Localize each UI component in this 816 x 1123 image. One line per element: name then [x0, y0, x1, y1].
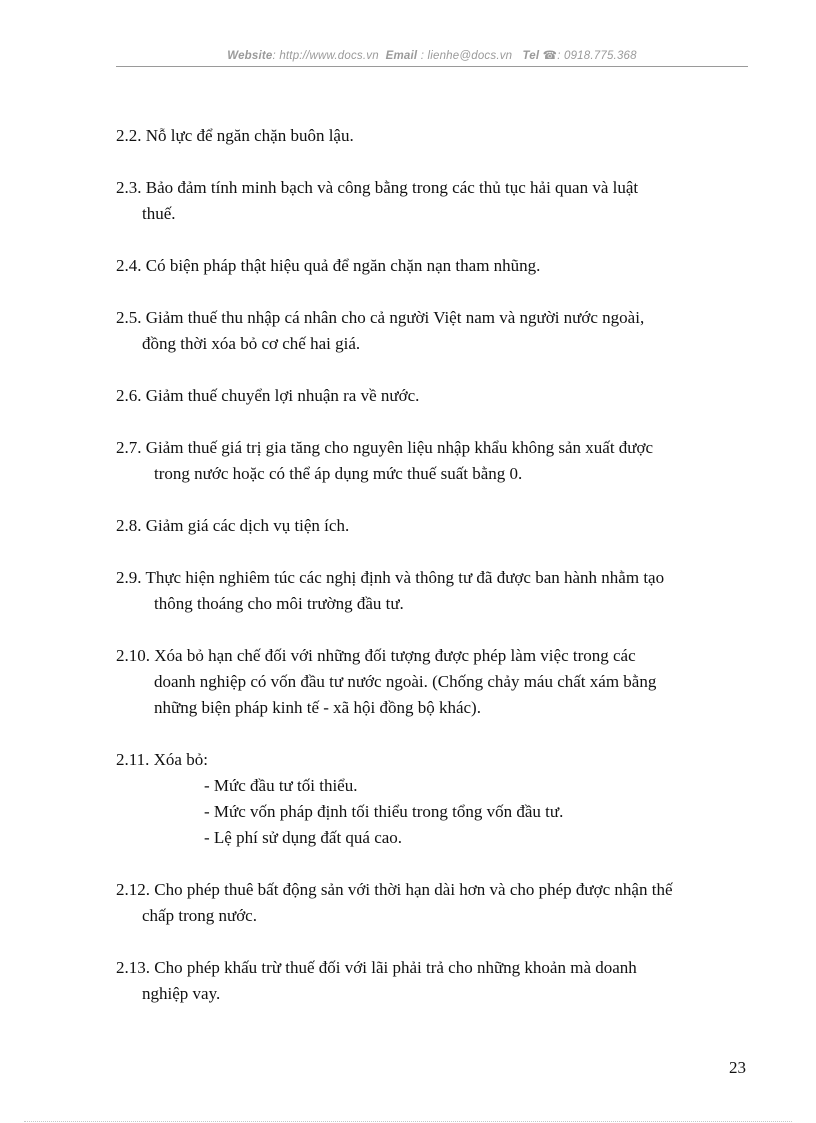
item-number: 2.10. — [116, 646, 150, 665]
phone-icon: ☎ — [542, 50, 558, 62]
page-header — [116, 48, 748, 62]
item-text-continued: chấp trong nước. — [142, 906, 257, 925]
item-number: 2.12. — [116, 880, 150, 899]
item-number: 2.4. — [116, 256, 142, 275]
item-text: Thực hiện nghiêm túc các nghị định và thông tư đã được ban hành nhằm tạo — [145, 568, 665, 587]
item-text: Giảm thuế chuyển lợi nhuận ra về nước. — [145, 386, 420, 405]
item-number: 2.2. — [116, 126, 142, 145]
list-item — [116, 253, 746, 279]
list-item — [116, 565, 746, 617]
sub-list-item: - Mức đầu tư tối thiểu. — [204, 776, 358, 795]
list-item — [116, 513, 746, 539]
list-item — [116, 747, 746, 851]
sub-list-item: - Lệ phí sử dụng đất quá cao. — [204, 828, 403, 847]
list-item — [116, 305, 746, 357]
item-text-continued: những biện pháp kinh tế - xã hội đồng bộ khác). — [154, 698, 481, 717]
item-text-continued: thông thoáng cho môi trường đầu tư. — [154, 594, 404, 613]
list-item — [116, 435, 746, 487]
sub-list-item: - Mức vốn pháp định tối thiểu trong tổng vốn đầu tư. — [204, 802, 564, 821]
list-item — [116, 383, 746, 409]
item-text: Giảm thuế giá trị gia tăng cho nguyên liệu nhập khẩu không sản xuất được — [145, 438, 654, 457]
item-number: 2.5. — [116, 308, 142, 327]
item-text: Có biện pháp thật hiệu quả để ngăn chặn nạn tham nhũng. — [145, 256, 541, 275]
footer-divider — [24, 1121, 792, 1122]
email-label: Email — [385, 50, 418, 62]
item-text-continued: doanh nghiệp có vốn đầu tư nước ngoài. (Chống chảy máu chất xám bằng — [154, 672, 657, 691]
item-number: 2.9. — [116, 568, 142, 587]
list-item — [116, 955, 746, 1007]
page-number: 23 — [729, 1058, 746, 1077]
item-text: Xóa bỏ: — [153, 750, 208, 769]
item-text: Giảm giá các dịch vụ tiện ích. — [145, 516, 350, 535]
item-number: 2.7. — [116, 438, 142, 457]
list-item — [116, 877, 746, 929]
tel-label: Tel — [522, 50, 540, 62]
item-text: Giảm thuế thu nhập cá nhân cho cả người Việt nam và người nước ngoài, — [145, 308, 645, 327]
item-text-continued: nghiệp vay. — [142, 984, 221, 1003]
list-item — [116, 123, 746, 149]
sub-list — [116, 773, 746, 851]
website-value: : http://www.docs.vn — [272, 50, 379, 62]
item-text: Cho phép thuê bất động sản với thời hạn dài hơn và cho phép được nhận thế — [154, 880, 673, 899]
item-text: Cho phép khấu trừ thuế đối với lãi phải trả cho những khoản mà doanh — [154, 958, 637, 977]
item-text: Bảo đảm tính minh bạch và công bằng trong các thủ tục hải quan và luật — [145, 178, 639, 197]
email-value: : lienhe@docs.vn — [420, 50, 513, 62]
item-text-continued: đồng thời xóa bỏ cơ chế hai giá. — [142, 334, 361, 353]
item-text: Nỗ lực để ngăn chặn buôn lậu. — [145, 126, 354, 145]
list-item — [116, 643, 746, 721]
item-number: 2.6. — [116, 386, 142, 405]
item-number: 2.8. — [116, 516, 142, 535]
tel-value: : 0918.775.368 — [557, 50, 637, 62]
item-number: 2.3. — [116, 178, 142, 197]
list-item — [116, 175, 746, 227]
item-text: Xóa bỏ hạn chế đối với những đối tượng được phép làm việc trong các — [154, 646, 636, 665]
item-text-continued: trong nước hoặc có thể áp dụng mức thuế suất bằng 0. — [154, 464, 523, 483]
item-text-continued: thuế. — [142, 204, 176, 223]
item-number: 2.11. — [116, 750, 150, 769]
item-number: 2.13. — [116, 958, 150, 977]
header-divider — [116, 66, 748, 67]
document-body — [116, 123, 746, 1033]
website-label: Website — [227, 50, 273, 62]
